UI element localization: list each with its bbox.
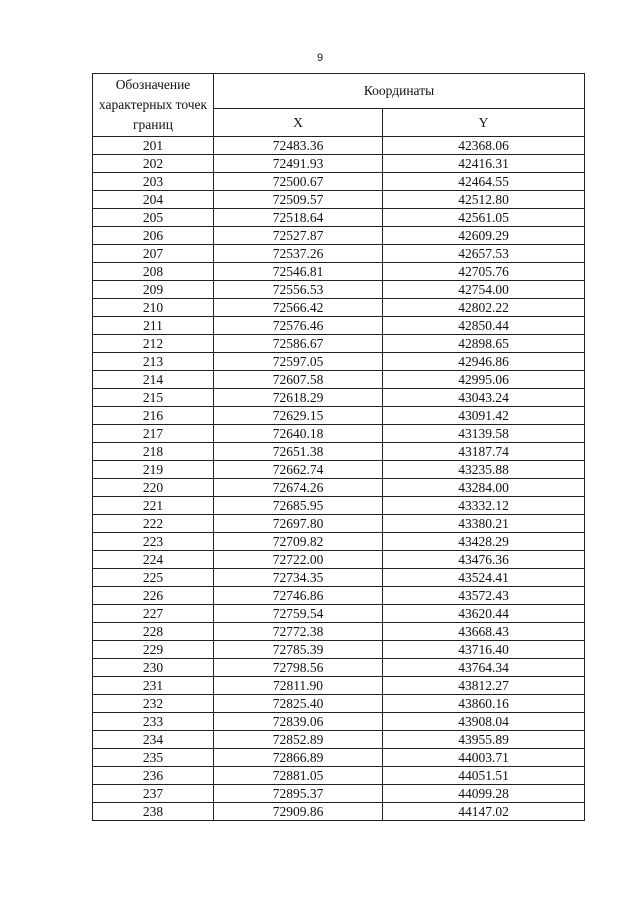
point-id-cell: 238 bbox=[93, 803, 214, 821]
x-coordinate-cell: 72709.82 bbox=[214, 533, 383, 551]
x-coordinate-cell: 72746.86 bbox=[214, 587, 383, 605]
table-row bbox=[93, 173, 585, 191]
x-coordinate-cell: 72537.26 bbox=[214, 245, 383, 263]
table-row bbox=[93, 497, 585, 515]
y-coordinate-cell: 42657.53 bbox=[383, 245, 585, 263]
y-coordinate-cell: 43955.89 bbox=[383, 731, 585, 749]
y-coordinate-cell: 44099.28 bbox=[383, 785, 585, 803]
table-row bbox=[93, 425, 585, 443]
point-id-cell: 237 bbox=[93, 785, 214, 803]
point-id-cell: 218 bbox=[93, 443, 214, 461]
x-coordinate-cell: 72607.58 bbox=[214, 371, 383, 389]
x-coordinate-cell: 72483.36 bbox=[214, 137, 383, 155]
y-coordinate-cell: 43139.58 bbox=[383, 425, 585, 443]
x-coordinate-cell: 72662.74 bbox=[214, 461, 383, 479]
point-id-cell: 202 bbox=[93, 155, 214, 173]
point-id-cell: 232 bbox=[93, 695, 214, 713]
point-id-cell: 224 bbox=[93, 551, 214, 569]
point-id-cell: 230 bbox=[93, 659, 214, 677]
y-coordinate-cell: 42850.44 bbox=[383, 317, 585, 335]
y-coordinate-cell: 42898.65 bbox=[383, 335, 585, 353]
x-coordinate-cell: 72772.38 bbox=[214, 623, 383, 641]
table-row bbox=[93, 623, 585, 641]
point-id-cell: 228 bbox=[93, 623, 214, 641]
point-id-cell: 205 bbox=[93, 209, 214, 227]
x-coordinate-cell: 72881.05 bbox=[214, 767, 383, 785]
x-coordinate-cell: 72518.64 bbox=[214, 209, 383, 227]
page-number: 9 bbox=[316, 52, 324, 64]
x-coordinate-cell: 72556.53 bbox=[214, 281, 383, 299]
table-row bbox=[93, 605, 585, 623]
x-coordinate-cell: 72629.15 bbox=[214, 407, 383, 425]
table-row bbox=[93, 371, 585, 389]
point-id-cell: 204 bbox=[93, 191, 214, 209]
point-id-cell: 207 bbox=[93, 245, 214, 263]
table-row bbox=[93, 191, 585, 209]
x-coordinate-cell: 72759.54 bbox=[214, 605, 383, 623]
x-coordinate-cell: 72566.42 bbox=[214, 299, 383, 317]
y-coordinate-cell: 43187.74 bbox=[383, 443, 585, 461]
y-coordinate-cell: 44147.02 bbox=[383, 803, 585, 821]
x-coordinate-cell: 72674.26 bbox=[214, 479, 383, 497]
table-row bbox=[93, 335, 585, 353]
x-coordinate-cell: 72722.00 bbox=[214, 551, 383, 569]
point-id-cell: 221 bbox=[93, 497, 214, 515]
table-row bbox=[93, 767, 585, 785]
point-id-cell: 217 bbox=[93, 425, 214, 443]
y-coordinate-cell: 42946.86 bbox=[383, 353, 585, 371]
y-coordinate-cell: 43428.29 bbox=[383, 533, 585, 551]
x-coordinate-cell: 72651.38 bbox=[214, 443, 383, 461]
y-coordinate-cell: 43380.21 bbox=[383, 515, 585, 533]
y-coordinate-cell: 43668.43 bbox=[383, 623, 585, 641]
x-coordinate-cell: 72509.57 bbox=[214, 191, 383, 209]
y-coordinate-cell: 43716.40 bbox=[383, 641, 585, 659]
y-coordinate-cell: 43524.41 bbox=[383, 569, 585, 587]
point-id-cell: 211 bbox=[93, 317, 214, 335]
y-coordinate-cell: 42995.06 bbox=[383, 371, 585, 389]
y-coordinate-cell: 42512.80 bbox=[383, 191, 585, 209]
x-coordinate-cell: 72825.40 bbox=[214, 695, 383, 713]
table-row bbox=[93, 749, 585, 767]
y-coordinate-cell: 43476.36 bbox=[383, 551, 585, 569]
x-coordinate-cell: 72586.67 bbox=[214, 335, 383, 353]
y-coordinate-cell: 43764.34 bbox=[383, 659, 585, 677]
table-row bbox=[93, 479, 585, 497]
coordinates-table bbox=[92, 73, 585, 821]
point-id-cell: 231 bbox=[93, 677, 214, 695]
y-coordinate-cell: 42416.31 bbox=[383, 155, 585, 173]
y-coordinate-cell: 42705.76 bbox=[383, 263, 585, 281]
y-column-header: Y bbox=[383, 109, 585, 137]
x-coordinate-cell: 72640.18 bbox=[214, 425, 383, 443]
x-coordinate-cell: 72734.35 bbox=[214, 569, 383, 587]
table-row bbox=[93, 659, 585, 677]
y-coordinate-cell: 43572.43 bbox=[383, 587, 585, 605]
y-coordinate-cell: 42561.05 bbox=[383, 209, 585, 227]
x-coordinate-cell: 72866.89 bbox=[214, 749, 383, 767]
coordinates-group-header: Координаты bbox=[214, 74, 585, 109]
y-coordinate-cell: 42754.00 bbox=[383, 281, 585, 299]
point-id-cell: 220 bbox=[93, 479, 214, 497]
y-coordinate-cell: 43908.04 bbox=[383, 713, 585, 731]
table-row bbox=[93, 317, 585, 335]
x-coordinate-cell: 72798.56 bbox=[214, 659, 383, 677]
table-row bbox=[93, 695, 585, 713]
point-id-cell: 235 bbox=[93, 749, 214, 767]
point-id-cell: 223 bbox=[93, 533, 214, 551]
x-coordinate-cell: 72500.67 bbox=[214, 173, 383, 191]
table-row bbox=[93, 515, 585, 533]
y-coordinate-cell: 42464.55 bbox=[383, 173, 585, 191]
x-coordinate-cell: 72785.39 bbox=[214, 641, 383, 659]
x-coordinate-cell: 72685.95 bbox=[214, 497, 383, 515]
y-coordinate-cell: 43235.88 bbox=[383, 461, 585, 479]
table-row bbox=[93, 533, 585, 551]
x-coordinate-cell: 72811.90 bbox=[214, 677, 383, 695]
x-column-header: X bbox=[214, 109, 383, 137]
table-header bbox=[93, 74, 585, 137]
table-row bbox=[93, 443, 585, 461]
point-id-cell: 216 bbox=[93, 407, 214, 425]
table-row bbox=[93, 137, 585, 155]
table-row bbox=[93, 407, 585, 425]
point-id-cell: 212 bbox=[93, 335, 214, 353]
point-id-cell: 229 bbox=[93, 641, 214, 659]
x-coordinate-cell: 72839.06 bbox=[214, 713, 383, 731]
point-id-cell: 233 bbox=[93, 713, 214, 731]
table-row bbox=[93, 803, 585, 821]
y-coordinate-cell: 43812.27 bbox=[383, 677, 585, 695]
point-id-cell: 236 bbox=[93, 767, 214, 785]
table-row bbox=[93, 551, 585, 569]
table-row bbox=[93, 713, 585, 731]
table-row bbox=[93, 263, 585, 281]
point-id-cell: 213 bbox=[93, 353, 214, 371]
y-coordinate-cell: 43043.24 bbox=[383, 389, 585, 407]
point-id-cell: 227 bbox=[93, 605, 214, 623]
x-coordinate-cell: 72546.81 bbox=[214, 263, 383, 281]
table-row bbox=[93, 353, 585, 371]
table-row bbox=[93, 587, 585, 605]
table-row bbox=[93, 785, 585, 803]
table-row bbox=[93, 245, 585, 263]
point-id-cell: 210 bbox=[93, 299, 214, 317]
table-row bbox=[93, 461, 585, 479]
point-id-cell: 215 bbox=[93, 389, 214, 407]
point-id-cell: 201 bbox=[93, 137, 214, 155]
table-row bbox=[93, 281, 585, 299]
x-coordinate-cell: 72576.46 bbox=[214, 317, 383, 335]
y-coordinate-cell: 42609.29 bbox=[383, 227, 585, 245]
x-coordinate-cell: 72895.37 bbox=[214, 785, 383, 803]
table-row bbox=[93, 209, 585, 227]
y-coordinate-cell: 43332.12 bbox=[383, 497, 585, 515]
y-coordinate-cell: 44051.51 bbox=[383, 767, 585, 785]
point-id-cell: 219 bbox=[93, 461, 214, 479]
table-row bbox=[93, 641, 585, 659]
point-id-cell: 222 bbox=[93, 515, 214, 533]
table-body bbox=[93, 137, 585, 821]
point-id-cell: 209 bbox=[93, 281, 214, 299]
y-coordinate-cell: 43284.00 bbox=[383, 479, 585, 497]
point-id-cell: 208 bbox=[93, 263, 214, 281]
table-row bbox=[93, 227, 585, 245]
point-id-cell: 214 bbox=[93, 371, 214, 389]
x-coordinate-cell: 72491.93 bbox=[214, 155, 383, 173]
point-id-cell: 225 bbox=[93, 569, 214, 587]
table-row bbox=[93, 731, 585, 749]
y-coordinate-cell: 43860.16 bbox=[383, 695, 585, 713]
point-id-cell: 234 bbox=[93, 731, 214, 749]
y-coordinate-cell: 43620.44 bbox=[383, 605, 585, 623]
table-row bbox=[93, 299, 585, 317]
x-coordinate-cell: 72618.29 bbox=[214, 389, 383, 407]
table-row bbox=[93, 155, 585, 173]
x-coordinate-cell: 72909.86 bbox=[214, 803, 383, 821]
y-coordinate-cell: 44003.71 bbox=[383, 749, 585, 767]
table-row bbox=[93, 389, 585, 407]
x-coordinate-cell: 72597.05 bbox=[214, 353, 383, 371]
x-coordinate-cell: 72852.89 bbox=[214, 731, 383, 749]
x-coordinate-cell: 72697.80 bbox=[214, 515, 383, 533]
y-coordinate-cell: 42368.06 bbox=[383, 137, 585, 155]
point-column-header: Обозначение характерных точек границ bbox=[93, 74, 214, 137]
x-coordinate-cell: 72527.87 bbox=[214, 227, 383, 245]
point-id-cell: 203 bbox=[93, 173, 214, 191]
table-row bbox=[93, 677, 585, 695]
point-id-cell: 226 bbox=[93, 587, 214, 605]
y-coordinate-cell: 43091.42 bbox=[383, 407, 585, 425]
point-id-cell: 206 bbox=[93, 227, 214, 245]
y-coordinate-cell: 42802.22 bbox=[383, 299, 585, 317]
table-row bbox=[93, 569, 585, 587]
